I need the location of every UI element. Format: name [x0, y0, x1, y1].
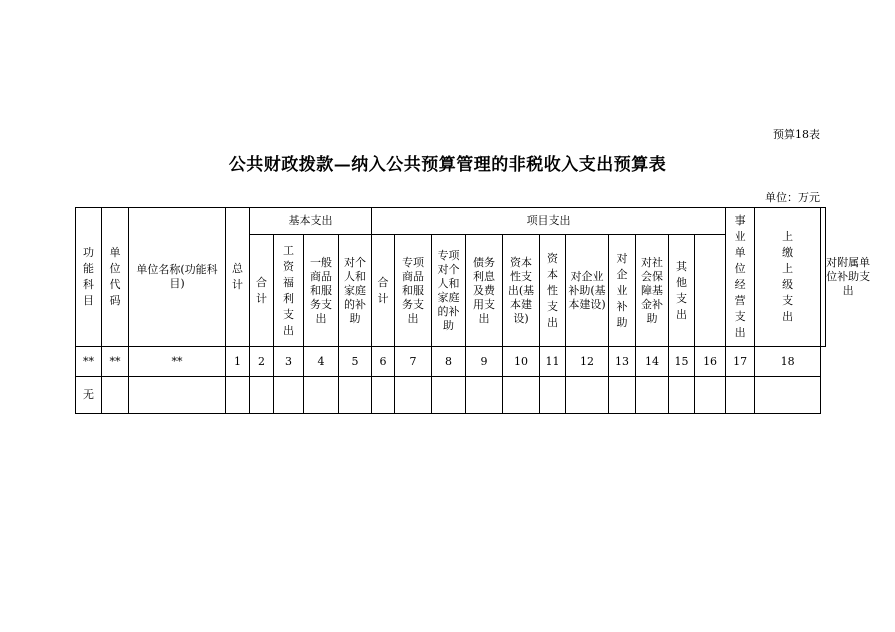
index-cell: 2 [250, 347, 274, 377]
header-basic-group: 基本支出 [250, 208, 372, 235]
index-cell: 14 [636, 347, 669, 377]
header-project-group: 项目支出 [372, 208, 726, 235]
index-cell: 15 [669, 347, 695, 377]
data-cell [395, 377, 432, 414]
data-cell [129, 377, 226, 414]
form-number: 预算18表 [773, 128, 820, 141]
data-cell [372, 377, 395, 414]
index-cell: 10 [503, 347, 540, 377]
index-cell: 8 [432, 347, 466, 377]
index-cell: 16 [695, 347, 726, 377]
data-cell [503, 377, 540, 414]
index-cell: 12 [566, 347, 609, 377]
data-cell [609, 377, 636, 414]
header-proj-debt: 债务利息及费用支出 [466, 235, 503, 347]
index-cell: 4 [304, 347, 339, 377]
header-func-code: 功能科目 [76, 208, 102, 347]
index-cell: 18 [755, 347, 821, 377]
header-row-1 [76, 208, 826, 235]
header-operating: 事业单位经营支出 [726, 208, 755, 347]
index-cell: 3 [274, 347, 304, 377]
data-cell [726, 377, 755, 414]
data-cell [466, 377, 503, 414]
header-proj-social: 对社会保障基金补助 [636, 235, 669, 347]
header-basic-wage: 工资福利支出 [274, 235, 304, 347]
index-cell: 11 [540, 347, 566, 377]
data-cell [695, 377, 726, 414]
index-cell: 13 [609, 347, 636, 377]
data-func-code: 无 [76, 377, 102, 414]
header-proj-enterprise-basic: 对企业补助(基本建设) [566, 235, 609, 347]
index-cell: 17 [726, 347, 755, 377]
data-row [76, 377, 826, 414]
header-proj-capital: 资本性支出 [540, 235, 566, 347]
data-cell [669, 377, 695, 414]
header-basic-personal: 对个人和家庭的补助 [339, 235, 372, 347]
header-proj-enterprise: 对企业补助 [609, 235, 636, 347]
page-title: 公共财政拨款—纳入公共预算管理的非税收入支出预算表 [228, 155, 667, 175]
data-cell [250, 377, 274, 414]
header-proj-goods: 专项商品和服务支出 [395, 235, 432, 347]
header-total: 总计 [226, 208, 250, 347]
unit-label: 单位：万元 [765, 191, 820, 204]
header-proj-other: 其他支出 [669, 235, 695, 347]
data-cell [432, 377, 466, 414]
header-basic-subtotal: 合计 [250, 235, 274, 347]
data-cell [102, 377, 129, 414]
data-cell [540, 377, 566, 414]
index-cell: 5 [339, 347, 372, 377]
header-unit-name: 单位名称(功能科目) [129, 208, 226, 347]
header-proj-capital-basic: 资本性支出(基本建设) [503, 235, 540, 347]
header-affiliated: 对附属单位补助支出 [821, 208, 826, 347]
data-cell [226, 377, 250, 414]
header-basic-goods: 一般商品和服务支出 [304, 235, 339, 347]
index-cell: ** [129, 347, 226, 377]
budget-table [75, 207, 871, 414]
data-cell [274, 377, 304, 414]
index-cell: ** [102, 347, 129, 377]
index-cell: 6 [372, 347, 395, 377]
index-cell: 9 [466, 347, 503, 377]
index-cell: ** [76, 347, 102, 377]
data-cell [636, 377, 669, 414]
data-cell [566, 377, 609, 414]
index-cell: 1 [226, 347, 250, 377]
index-row [76, 347, 826, 377]
data-cell [304, 377, 339, 414]
data-cell [755, 377, 821, 414]
header-upper: 上缴上级支出 [755, 208, 821, 347]
header-proj-subtotal: 合计 [372, 235, 395, 347]
index-cell: 7 [395, 347, 432, 377]
data-cell [339, 377, 372, 414]
header-unit-code: 单位代码 [102, 208, 129, 347]
header-proj-personal: 专项对个人和家庭的补助 [432, 235, 466, 347]
